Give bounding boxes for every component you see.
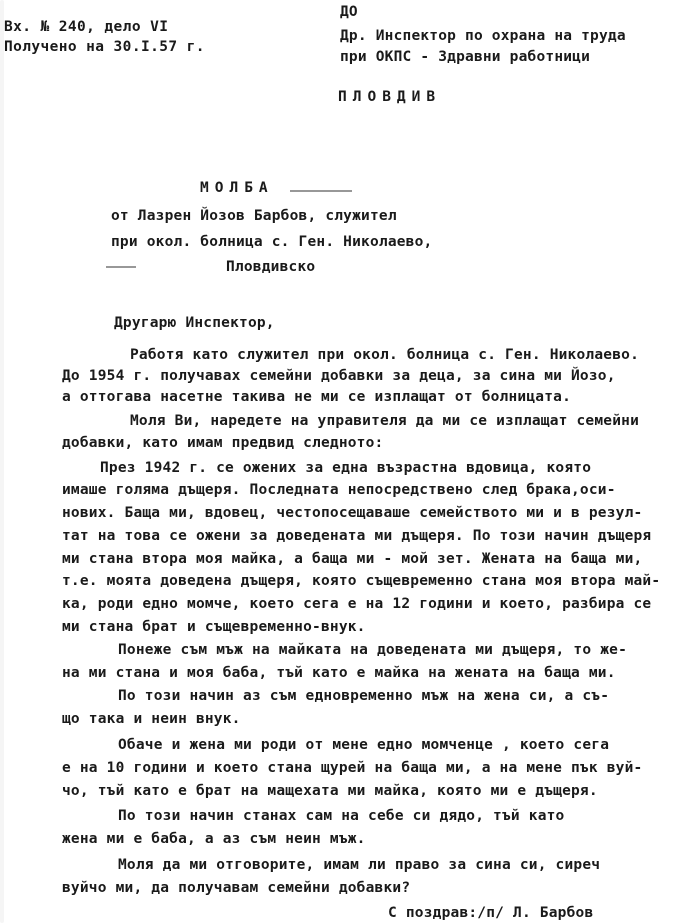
scan-smudge	[0, 0, 4, 923]
body-line-24: вуйчо ми, да получавам семейни добавки?	[62, 880, 411, 896]
received-date: Получено на 30.I.57 г.	[4, 39, 205, 55]
petition-title: МОЛБА	[200, 180, 274, 196]
body-line-19: е на 10 години и което стана щурей на баща ми, а на мене пък вуй-	[62, 760, 643, 776]
addressee-line-1: Др. Инспектор по охрана на труда	[340, 28, 626, 44]
body-line-22: жена ми е баба, а аз съм неин мъж.	[62, 831, 366, 847]
body-line-18: Обаче и жена ми роди от мене едно момченце , което сега	[118, 737, 610, 753]
petitioner-line-3: Пловдивско	[226, 259, 316, 275]
body-line-1: Работя като служител при окол. болница с. Ген. Николаево.	[130, 347, 639, 363]
body-line-14: Понеже съм мъж на майката на доведената ми дъщеря, то же-	[118, 642, 627, 658]
title-underline-dashes	[290, 190, 352, 192]
to-label: ДО	[340, 4, 358, 20]
body-line-12: ка, роди едно момче, което сега е на 12 години и което, разбира се	[62, 596, 652, 612]
body-line-15: на ми стана и моя баба, тъй като е майка на жената на баща ми.	[62, 665, 616, 681]
body-line-4: Моля Ви, наредете на управителя да ми се изплащат семейни	[130, 413, 639, 429]
margin-dashes	[106, 266, 136, 268]
body-line-3: а оттогава насетне такива не ми се изплащат от болницата.	[62, 389, 571, 405]
body-line-6: През 1942 г. се ожених за една възрастна вдовица, която	[100, 460, 592, 476]
body-line-8: нових. Баща ми, вдовец, честопосещаваше семейството ми и в резул-	[62, 505, 643, 521]
city-heading: ПЛОВДИВ	[338, 89, 442, 105]
addressee-line-2: при ОКПС - Здравни работници	[340, 49, 591, 65]
body-line-17: що така и неин внук.	[62, 711, 241, 727]
body-line-21: По този начин станах сам на себе си дядо, тъй като	[118, 808, 565, 824]
body-line-13: ми стана брат и същевременно-внук.	[62, 619, 366, 635]
body-line-2: До 1954 г. получавах семейни добавки за деца, за сина ми Йозо,	[62, 368, 616, 384]
body-line-11: т.е. моята доведена дъщеря, която същевременно стана моя втора май-	[62, 573, 661, 589]
body-line-5: добавки, като имам предвид следното:	[62, 435, 384, 451]
incoming-reference: Вх. № 240, дело VI	[4, 19, 169, 35]
signature: С поздрав:/п/ Л. Барбов	[388, 905, 594, 921]
body-line-10: ми стана втора моя майка, а баща ми - мой зет. Жената на баща ми,	[62, 551, 643, 567]
body-line-9: тат на това се ожени за доведената ми дъщеря. По този начин дъщеря	[62, 528, 652, 544]
body-line-7: имаше голяма дъщеря. Последната непосредствено след брака,оси-	[62, 482, 616, 498]
salutation: Другарю Инспектор,	[114, 315, 275, 331]
petitioner-line-2: при окол. болница с. Ген. Николаево,	[111, 234, 433, 250]
body-line-16: По този начин аз съм едновременно мъж на жена си, а съ-	[118, 688, 610, 704]
body-line-23: Моля да ми отговорите, имам ли право за сина си, сиреч	[118, 857, 601, 873]
body-line-20: чо, тъй като е брат на мащехата ми майка, която ми е дъщеря.	[62, 783, 598, 799]
petitioner-line-1: от Лазрен Йозов Барбов, служител	[111, 208, 397, 224]
